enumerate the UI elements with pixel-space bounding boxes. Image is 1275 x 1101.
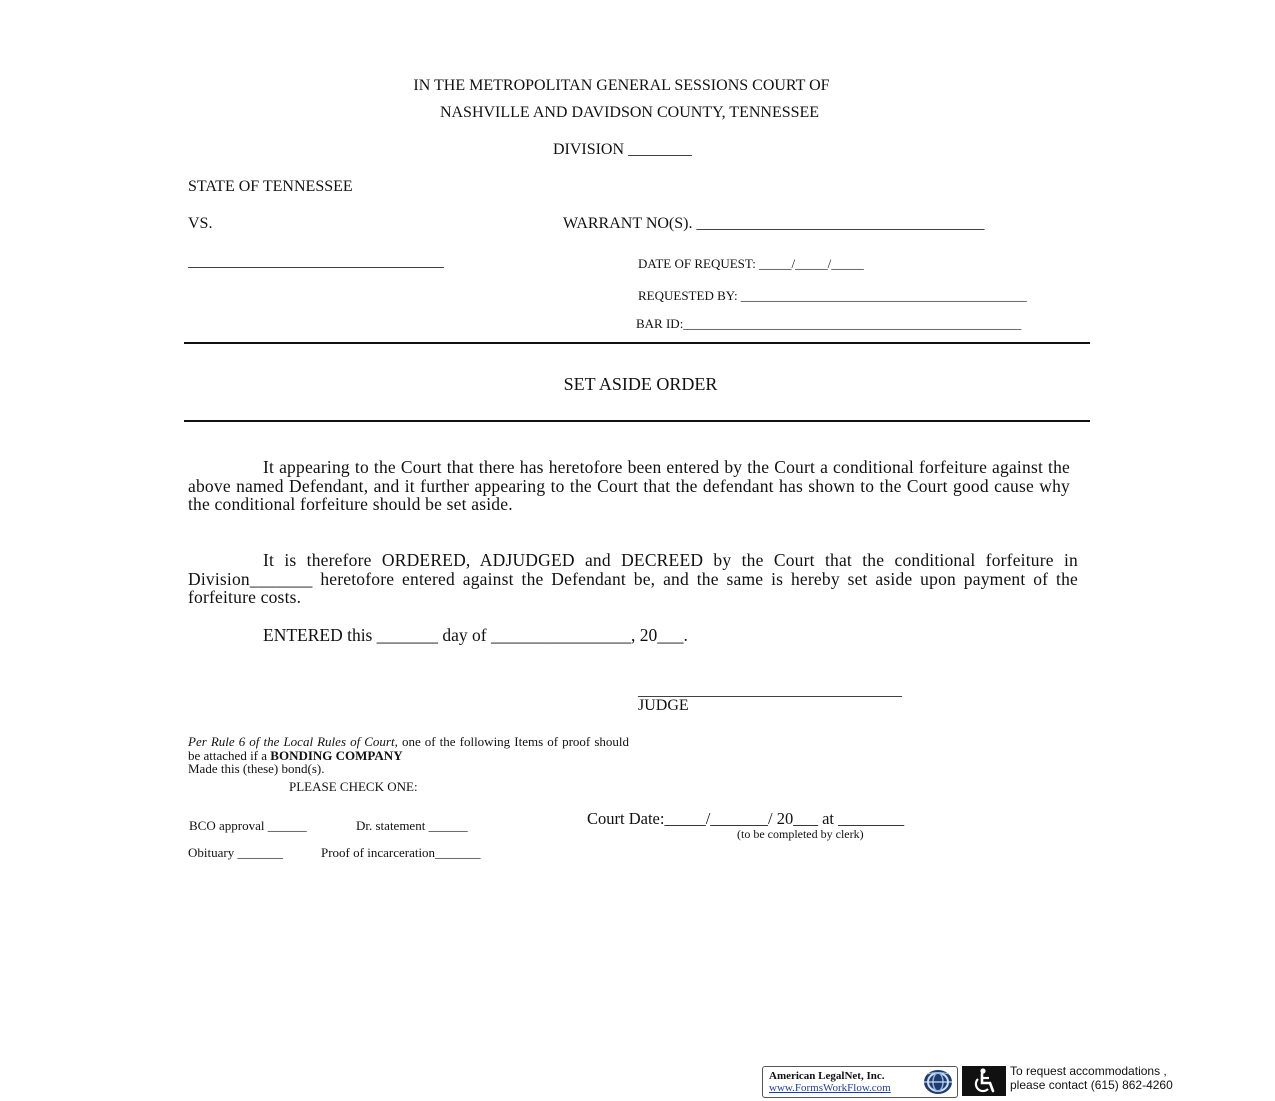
publisher-url[interactable]: www.FormsWorkFlow.com: [769, 1082, 891, 1094]
publisher-logo: [762, 1066, 958, 1098]
date-of-request-field: DATE OF REQUEST: _____/_____/_____: [638, 256, 864, 271]
wheelchair-icon: [962, 1066, 1006, 1096]
globe-icon: [921, 1069, 954, 1095]
paragraph-order: [188, 551, 1078, 607]
top-divider: [184, 342, 1090, 344]
court-title-line1: IN THE METROPOLITAN GENERAL SESSIONS COURT OF: [413, 77, 830, 94]
rule-note-citation: Per Rule 6 of the Local Rules of Court,: [188, 734, 398, 749]
versus-label: VS.: [188, 215, 213, 232]
rule-note: [188, 735, 629, 776]
judge-signature-line: _________________________________: [638, 682, 902, 699]
accommodation-line2: please contact (615) 862-4260: [1010, 1078, 1173, 1092]
paragraph-order-text: It is therefore ORDERED, ADJUDGED and DECREED by the Court that the conditional forfeiture in Division_______ heretofore entered against the Defendant be, and the same is hereby set aside upon payment of the forfeiture costs.: [188, 550, 1078, 608]
accessibility-box: [962, 1066, 1006, 1096]
rule-note-bond: Made this (these) bond(s).: [188, 761, 325, 777]
bco-approval-field: BCO approval ______: [189, 818, 307, 833]
document-title: SET ASIDE ORDER: [563, 374, 718, 394]
dr-statement-field: Dr. statement ______: [356, 818, 468, 833]
court-date-field: Court Date:_____/_______/ 20___ at ________: [587, 809, 905, 828]
accommodation-line1: To request accommodations ,: [1010, 1064, 1167, 1078]
court-date-note: (to be completed by clerk): [737, 827, 864, 841]
rule-note-bonding: BONDING COMPANY: [270, 747, 403, 763]
obituary-field: Obituary _______: [188, 845, 283, 860]
defendant-name-line: ________________________________: [188, 253, 444, 270]
paragraph-findings-text: It appearing to the Court that there has heretofore been entered by the Court a conditional forfeiture against the above named Defendant, and it further appearing to the Court that the defendant has shown to the Court good cause why the conditional forfeiture should be set aside.: [188, 457, 1070, 515]
judge-label: JUDGE: [638, 697, 689, 714]
division-field: DIVISION ________: [552, 141, 693, 158]
plaintiff-label: STATE OF TENNESSEE: [188, 178, 353, 195]
entered-date-line: ENTERED this _______ day of ________________, 20___.: [263, 625, 688, 645]
paragraph-findings: [188, 458, 1070, 514]
accommodation-notice: [1010, 1064, 1173, 1092]
bar-id-field: BAR ID:____________________________________________________: [636, 316, 1022, 331]
bottom-divider: [184, 420, 1090, 422]
rule-note-text: one of the following Items of proof should be attached if a: [188, 734, 630, 763]
warrant-field: WARRANT NO(S). ____________________________________: [563, 215, 985, 232]
incarceration-field: Proof of incarceration_______: [321, 845, 481, 860]
check-one-label: PLEASE CHECK ONE:: [289, 779, 418, 794]
requested-by-field: REQUESTED BY: ____________________________________________: [638, 288, 1027, 303]
publisher-name: American LegalNet, Inc.: [769, 1070, 885, 1082]
court-title-line2: NASHVILLE AND DAVIDSON COUNTY, TENNESSEE: [439, 104, 820, 121]
